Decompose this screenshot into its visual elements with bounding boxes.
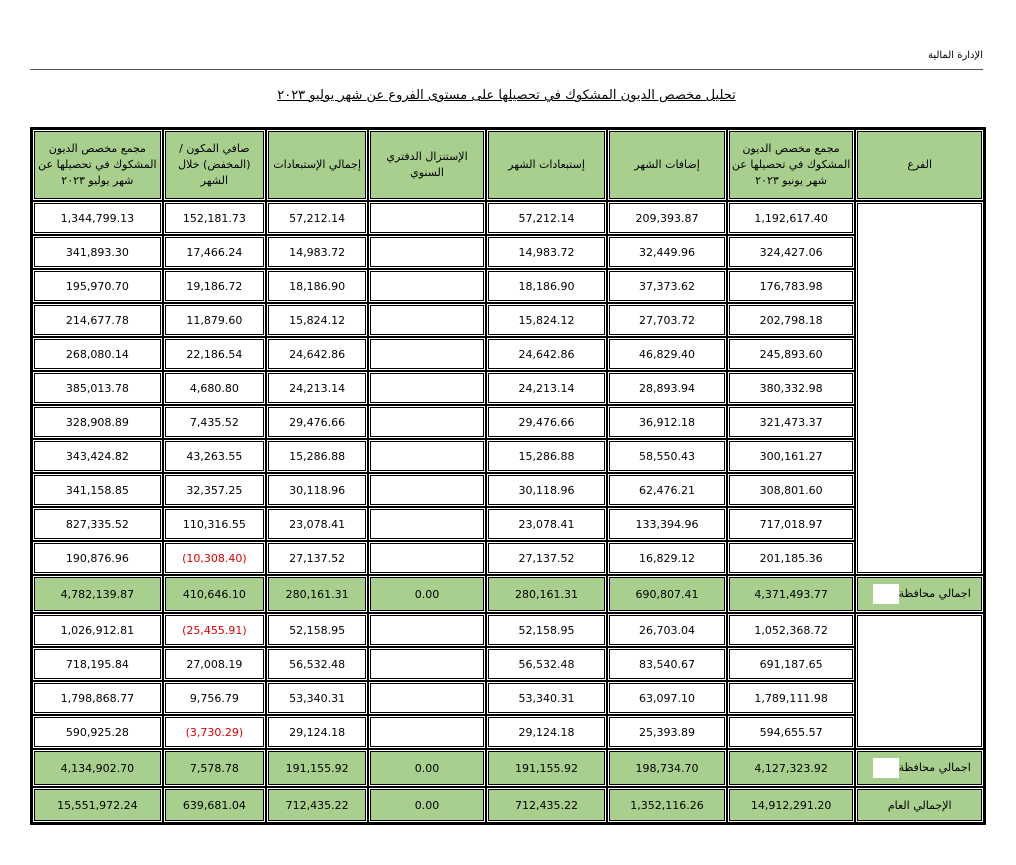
- cell-opening: 308,801.60: [727, 473, 856, 507]
- cell-annual-writeoff: [368, 715, 485, 749]
- table-row: [32, 507, 984, 541]
- total-closing: 4,134,902.70: [32, 749, 163, 787]
- cell-closing: 341,893.30: [32, 235, 163, 269]
- cell-closing: 268,080.14: [32, 337, 163, 371]
- cell-annual-writeoff: [368, 405, 485, 439]
- cell-total-exclusions: 56,532.48: [266, 647, 368, 681]
- cell-additions: 209,393.87: [607, 201, 727, 235]
- cell-net-change: 152,181.73: [163, 201, 266, 235]
- cell-closing: 328,908.89: [32, 405, 163, 439]
- cell-closing: 214,677.78: [32, 303, 163, 337]
- cell-annual-writeoff: [368, 613, 485, 647]
- row-label-text: الإجمالي العام: [887, 798, 952, 812]
- cell-total-exclusions: 52,158.95: [266, 613, 368, 647]
- cell-net-change: 11,879.60: [163, 303, 266, 337]
- cell-additions: 133,394.96: [607, 507, 727, 541]
- cell-net-change: 32,357.25: [163, 473, 266, 507]
- total-total-exclusions: 712,435.22: [266, 787, 368, 823]
- cell-month-exclusions: 24,213.14: [486, 371, 608, 405]
- total-annual-writeoff: 0.00: [368, 749, 485, 787]
- table-row: [32, 715, 984, 749]
- cell-opening: 300,161.27: [727, 439, 856, 473]
- table-row: [32, 613, 984, 647]
- cell-opening: 594,655.57: [727, 715, 856, 749]
- table-row: [32, 201, 984, 235]
- cell-net-change: 4,680.80: [163, 371, 266, 405]
- cell-closing: 343,424.82: [32, 439, 163, 473]
- subtotal-row: [32, 575, 984, 613]
- header-row: [32, 129, 984, 201]
- table-row: [32, 681, 984, 715]
- total-annual-writeoff: 0.00: [368, 787, 485, 823]
- cell-total-exclusions: 15,824.12: [266, 303, 368, 337]
- branch-names-redacted: [855, 613, 984, 749]
- row-label: [855, 787, 984, 823]
- cell-total-exclusions: 18,186.90: [266, 269, 368, 303]
- cell-total-exclusions: 29,124.18: [266, 715, 368, 749]
- total-closing: 4,782,139.87: [32, 575, 163, 613]
- redacted-name: [873, 584, 899, 604]
- col-additions: إضافات الشهر: [607, 129, 727, 201]
- cell-additions: 37,373.62: [607, 269, 727, 303]
- total-total-exclusions: 191,155.92: [266, 749, 368, 787]
- cell-annual-writeoff: [368, 439, 485, 473]
- total-additions: 1,352,116.26: [607, 787, 727, 823]
- cell-closing: 1,344,799.13: [32, 201, 163, 235]
- cell-net-change: 9,756.79: [163, 681, 266, 715]
- row-label-text: اجمالي محافظة: [898, 587, 971, 600]
- cell-net-change: (10,308.40): [163, 541, 266, 575]
- total-month-exclusions: 191,155.92: [486, 749, 608, 787]
- col-month-exclusions: إستبعادات الشهر: [486, 129, 608, 201]
- cell-total-exclusions: 24,642.86: [266, 337, 368, 371]
- total-net-change: 639,681.04: [163, 787, 266, 823]
- cell-net-change: 7,435.52: [163, 405, 266, 439]
- cell-total-exclusions: 57,212.14: [266, 201, 368, 235]
- cell-opening: 321,473.37: [727, 405, 856, 439]
- table-row: [32, 371, 984, 405]
- col-closing: مجمع مخصص الديون المشكوك في تحصيلها عن شهر يوليو ٢٠٢٣: [32, 129, 163, 201]
- cell-additions: 46,829.40: [607, 337, 727, 371]
- total-total-exclusions: 280,161.31: [266, 575, 368, 613]
- table-row: [32, 235, 984, 269]
- cell-opening: 1,052,368.72: [727, 613, 856, 647]
- row-label-text: اجمالي محافظة: [898, 761, 971, 774]
- cell-net-change: 19,186.72: [163, 269, 266, 303]
- cell-month-exclusions: 52,158.95: [486, 613, 608, 647]
- table-row: [32, 405, 984, 439]
- table-row: [32, 439, 984, 473]
- cell-annual-writeoff: [368, 371, 485, 405]
- cell-total-exclusions: 24,213.14: [266, 371, 368, 405]
- col-net-change: صافي المكون / (المخفض) خلال الشهر: [163, 129, 266, 201]
- col-branch: الفرع: [855, 129, 984, 201]
- cell-month-exclusions: 57,212.14: [486, 201, 608, 235]
- cell-opening: 1,789,111.98: [727, 681, 856, 715]
- branch-names-redacted: [855, 201, 984, 575]
- cell-month-exclusions: 29,476.66: [486, 405, 608, 439]
- cell-additions: 25,393.89: [607, 715, 727, 749]
- department-label: الإدارة المالية: [927, 50, 983, 61]
- cell-month-exclusions: 29,124.18: [486, 715, 608, 749]
- table-row: [32, 473, 984, 507]
- provision-table: [30, 127, 986, 825]
- cell-opening: 176,783.98: [727, 269, 856, 303]
- cell-net-change: 110,316.55: [163, 507, 266, 541]
- cell-annual-writeoff: [368, 507, 485, 541]
- cell-closing: 195,970.70: [32, 269, 163, 303]
- grand-total-row: [32, 787, 984, 823]
- cell-total-exclusions: 23,078.41: [266, 507, 368, 541]
- total-opening: 4,127,323.92: [727, 749, 856, 787]
- table-row: [32, 647, 984, 681]
- cell-additions: 32,449.96: [607, 235, 727, 269]
- cell-annual-writeoff: [368, 201, 485, 235]
- cell-month-exclusions: 27,137.52: [486, 541, 608, 575]
- total-closing: 15,551,972.24: [32, 787, 163, 823]
- redacted-name: [873, 758, 899, 778]
- cell-closing: 718,195.84: [32, 647, 163, 681]
- cell-net-change: (25,455.91): [163, 613, 266, 647]
- cell-closing: 827,335.52: [32, 507, 163, 541]
- table-body: [32, 201, 984, 823]
- cell-month-exclusions: 15,286.88: [486, 439, 608, 473]
- cell-total-exclusions: 53,340.31: [266, 681, 368, 715]
- total-net-change: 7,578.78: [163, 749, 266, 787]
- cell-net-change: 22,186.54: [163, 337, 266, 371]
- cell-total-exclusions: 29,476.66: [266, 405, 368, 439]
- cell-total-exclusions: 30,118.96: [266, 473, 368, 507]
- cell-annual-writeoff: [368, 235, 485, 269]
- cell-annual-writeoff: [368, 647, 485, 681]
- cell-additions: 63,097.10: [607, 681, 727, 715]
- cell-closing: 1,798,868.77: [32, 681, 163, 715]
- cell-closing: 385,013.78: [32, 371, 163, 405]
- cell-total-exclusions: 15,286.88: [266, 439, 368, 473]
- cell-net-change: 43,263.55: [163, 439, 266, 473]
- table-row: [32, 269, 984, 303]
- row-label: [855, 749, 984, 787]
- col-opening: مجمع مخصص الديون المشكوك في تحصيلها عن شهر يونيو ٢٠٢٣: [727, 129, 856, 201]
- cell-closing: 1,026,912.81: [32, 613, 163, 647]
- cell-month-exclusions: 15,824.12: [486, 303, 608, 337]
- cell-opening: 380,332.98: [727, 371, 856, 405]
- total-opening: 14,912,291.20: [727, 787, 856, 823]
- cell-annual-writeoff: [368, 303, 485, 337]
- table-row: [32, 541, 984, 575]
- cell-month-exclusions: 18,186.90: [486, 269, 608, 303]
- cell-opening: 201,185.36: [727, 541, 856, 575]
- cell-annual-writeoff: [368, 337, 485, 371]
- report-title: تحليل مخصص الديون المشكوك في تحصيلها على مستوى الفروع عن شهر يوليو ٢٠٢٣: [277, 88, 736, 103]
- cell-additions: 62,476.21: [607, 473, 727, 507]
- subtotal-row: [32, 749, 984, 787]
- cell-additions: 16,829.12: [607, 541, 727, 575]
- cell-opening: 324,427.06: [727, 235, 856, 269]
- total-month-exclusions: 280,161.31: [486, 575, 608, 613]
- total-additions: 690,807.41: [607, 575, 727, 613]
- total-opening: 4,371,493.77: [727, 575, 856, 613]
- row-label: [855, 575, 984, 613]
- cell-total-exclusions: 14,983.72: [266, 235, 368, 269]
- col-total-exclusions: إجمالي الإستبعادات: [266, 129, 368, 201]
- cell-month-exclusions: 30,118.96: [486, 473, 608, 507]
- cell-additions: 27,703.72: [607, 303, 727, 337]
- col-annual-writeoff: الإستنزال الدفتري السنوي: [368, 129, 485, 201]
- cell-total-exclusions: 27,137.52: [266, 541, 368, 575]
- cell-additions: 58,550.43: [607, 439, 727, 473]
- table-row: [32, 303, 984, 337]
- cell-additions: 83,540.67: [607, 647, 727, 681]
- cell-annual-writeoff: [368, 541, 485, 575]
- cell-month-exclusions: 53,340.31: [486, 681, 608, 715]
- cell-month-exclusions: 24,642.86: [486, 337, 608, 371]
- total-additions: 198,734.70: [607, 749, 727, 787]
- total-annual-writeoff: 0.00: [368, 575, 485, 613]
- cell-net-change: 17,466.24: [163, 235, 266, 269]
- cell-additions: 28,893.94: [607, 371, 727, 405]
- cell-month-exclusions: 23,078.41: [486, 507, 608, 541]
- cell-additions: 26,703.04: [607, 613, 727, 647]
- cell-month-exclusions: 14,983.72: [486, 235, 608, 269]
- cell-opening: 202,798.18: [727, 303, 856, 337]
- cell-additions: 36,912.18: [607, 405, 727, 439]
- cell-opening: 717,018.97: [727, 507, 856, 541]
- cell-annual-writeoff: [368, 269, 485, 303]
- cell-month-exclusions: 56,532.48: [486, 647, 608, 681]
- page-header: [30, 50, 983, 70]
- cell-opening: 245,893.60: [727, 337, 856, 371]
- cell-opening: 691,187.65: [727, 647, 856, 681]
- cell-annual-writeoff: [368, 473, 485, 507]
- cell-annual-writeoff: [368, 681, 485, 715]
- table-row: [32, 337, 984, 371]
- cell-closing: 590,925.28: [32, 715, 163, 749]
- cell-net-change: (3,730.29): [163, 715, 266, 749]
- total-month-exclusions: 712,435.22: [486, 787, 608, 823]
- cell-closing: 190,876.96: [32, 541, 163, 575]
- cell-net-change: 27,008.19: [163, 647, 266, 681]
- cell-closing: 341,158.85: [32, 473, 163, 507]
- total-net-change: 410,646.10: [163, 575, 266, 613]
- cell-opening: 1,192,617.40: [727, 201, 856, 235]
